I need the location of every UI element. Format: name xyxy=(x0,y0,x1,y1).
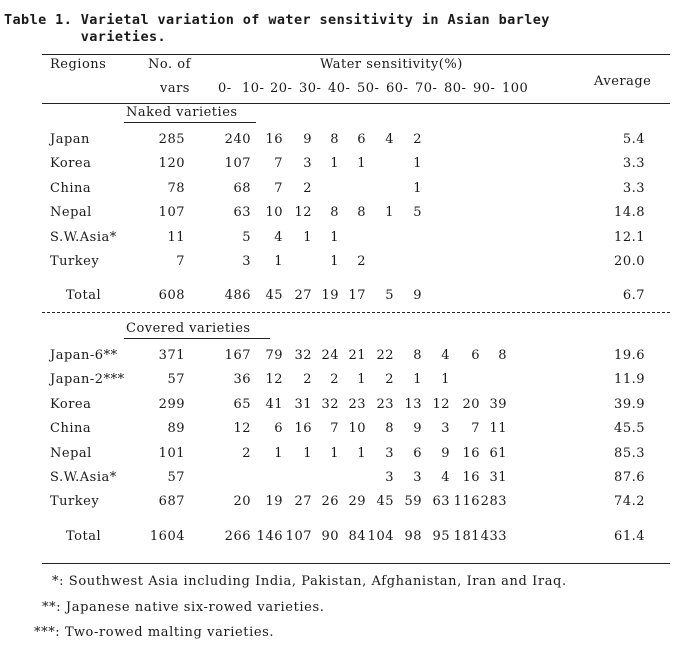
bin-value: 107 xyxy=(285,528,312,544)
region-name: Turkey xyxy=(50,494,100,510)
bin-value: 32 xyxy=(294,348,312,363)
bin-value: 8 xyxy=(357,205,366,221)
header-water-sensitivity: Water sensitivity(%) xyxy=(320,57,463,72)
nvars-value: 107 xyxy=(158,205,185,221)
bin-value: 1 xyxy=(303,229,312,245)
bin-value: 2 xyxy=(303,180,312,196)
header-bin: 30- xyxy=(299,81,322,96)
bin-value: 1 xyxy=(357,156,366,172)
average-value: 14.8 xyxy=(614,205,645,221)
average-value: 85.3 xyxy=(614,445,645,461)
bin-value: 23 xyxy=(348,396,366,412)
bin-value: 24 xyxy=(321,348,339,363)
bin-value: 9 xyxy=(413,421,422,437)
bin-value: 63 xyxy=(432,494,450,510)
bin-value: 1 xyxy=(274,254,283,269)
bin-value: 1 xyxy=(413,156,422,172)
section-divider xyxy=(42,312,670,313)
bin-value: 4 xyxy=(441,348,450,363)
bin-value: 65 xyxy=(233,396,251,412)
nvars-value: 101 xyxy=(158,445,185,461)
footnote-japan-6: **: Japanese native six-rowed varieties. xyxy=(42,600,325,615)
bin-value: 167 xyxy=(224,348,251,363)
bin-value: 7 xyxy=(274,156,283,172)
bin-value: 5 xyxy=(385,288,394,304)
section-title-underline xyxy=(124,338,270,339)
bin-value: 26 xyxy=(321,494,339,510)
bin-value: 31 xyxy=(489,470,507,485)
average-value: 12.1 xyxy=(614,229,645,245)
nvars-value: 89 xyxy=(167,421,185,437)
total-label: Total xyxy=(66,288,102,304)
bin-value: 1 xyxy=(413,372,422,388)
bin-value: 8 xyxy=(498,348,507,363)
water-sensitivity-table xyxy=(42,50,670,566)
bin-value: 19 xyxy=(321,288,339,304)
bin-value: 39 xyxy=(489,396,507,412)
region-name: S.W.Asia* xyxy=(50,229,117,245)
bin-value: 266 xyxy=(224,528,251,544)
average-value: 5.4 xyxy=(622,132,645,147)
bin-value: 6 xyxy=(413,445,422,461)
bin-value: 1 xyxy=(441,372,450,388)
bin-value: 1 xyxy=(413,180,422,196)
bin-value: 22 xyxy=(376,348,394,363)
bin-value: 19 xyxy=(265,494,283,510)
bin-value: 1 xyxy=(274,445,283,461)
region-name: Japan-6** xyxy=(50,348,118,363)
total-label: Total xyxy=(66,528,102,544)
bin-value: 1 xyxy=(357,372,366,388)
bin-value: 12 xyxy=(294,205,312,221)
bin-value: 16 xyxy=(462,445,480,461)
bin-value: 8 xyxy=(413,348,422,363)
bin-value: 104 xyxy=(367,528,394,544)
bin-value: 3 xyxy=(242,254,251,269)
bin-value: 27 xyxy=(294,288,312,304)
average-value: 11.9 xyxy=(614,372,645,388)
average-value: 45.5 xyxy=(614,421,645,437)
bin-value: 1 xyxy=(385,205,394,221)
nvars-value: 608 xyxy=(158,288,185,304)
bin-value: 41 xyxy=(265,396,283,412)
bin-value: 68 xyxy=(233,180,251,196)
bin-value: 9 xyxy=(441,445,450,461)
average-value: 20.0 xyxy=(614,254,645,269)
bin-value: 4 xyxy=(274,229,283,245)
caption-line-2: varieties. xyxy=(4,29,167,45)
bin-value: 9 xyxy=(413,288,422,304)
bin-value: 107 xyxy=(224,156,251,172)
bin-value: 181 xyxy=(453,528,480,544)
bin-value: 486 xyxy=(224,288,251,304)
header-bin: 60- xyxy=(386,81,409,96)
bin-value: 98 xyxy=(404,528,422,544)
bin-value: 3 xyxy=(303,156,312,172)
bin-value: 36 xyxy=(233,372,251,388)
bin-value: 6 xyxy=(471,348,480,363)
bin-value: 5 xyxy=(413,205,422,221)
bin-value: 9 xyxy=(303,132,312,147)
section-title: Covered varieties xyxy=(126,321,251,336)
bin-value: 1 xyxy=(330,445,339,461)
bin-value: 3 xyxy=(413,470,422,485)
bin-value: 16 xyxy=(265,132,283,147)
bin-value: 10 xyxy=(265,205,283,221)
bin-value: 6 xyxy=(274,421,283,437)
bin-value: 2 xyxy=(242,445,251,461)
bin-value: 116 xyxy=(453,494,480,510)
bin-value: 20 xyxy=(462,396,480,412)
nvars-value: 371 xyxy=(158,348,185,363)
average-value: 6.7 xyxy=(622,288,645,304)
bin-value: 4 xyxy=(441,470,450,485)
region-name: Nepal xyxy=(50,205,92,221)
footnote-japan-2: ***: Two-rowed malting varieties. xyxy=(34,625,275,640)
bin-value: 2 xyxy=(385,372,394,388)
average-value: 19.6 xyxy=(614,348,645,363)
bin-value: 2 xyxy=(413,132,422,147)
header-bin: 40- xyxy=(328,81,351,96)
header-bin: 20- xyxy=(270,81,293,96)
bin-value: 4 xyxy=(385,132,394,147)
bin-value: 146 xyxy=(256,528,283,544)
nvars-value: 57 xyxy=(167,470,185,485)
bin-value: 16 xyxy=(294,421,312,437)
nvars-value: 7 xyxy=(176,254,185,269)
bin-value: 1 xyxy=(303,445,312,461)
bin-value: 7 xyxy=(330,421,339,437)
bin-value: 45 xyxy=(265,288,283,304)
bin-value: 27 xyxy=(294,494,312,510)
caption-line-1: Table 1. Varietal variation of water sensitivity in Asian barley xyxy=(4,12,550,28)
region-name: Japan-2*** xyxy=(50,372,125,388)
bin-value: 3 xyxy=(441,421,450,437)
header-regions: Regions xyxy=(50,57,107,72)
region-name: Korea xyxy=(50,396,92,412)
bin-value: 29 xyxy=(348,494,366,510)
header-nvars-bottom: vars xyxy=(160,81,190,96)
header-bin: 0- xyxy=(218,81,232,96)
bin-value: 7 xyxy=(274,180,283,196)
header-bin: 80- xyxy=(444,81,467,96)
header-bin: 50- xyxy=(357,81,380,96)
footnote-sw-asia: *: Southwest Asia including India, Pakistan, Afghanistan, Iran and Iraq. xyxy=(52,574,567,589)
region-name: Turkey xyxy=(50,254,100,269)
nvars-value: 1604 xyxy=(149,528,185,544)
average-value: 39.9 xyxy=(614,396,645,412)
nvars-value: 11 xyxy=(167,229,185,245)
header-nvars-top: No. of xyxy=(148,57,191,72)
bin-value: 23 xyxy=(376,396,394,412)
bin-value: 3 xyxy=(385,445,394,461)
bin-value: 2 xyxy=(330,372,339,388)
bin-value: 8 xyxy=(385,421,394,437)
nvars-value: 299 xyxy=(158,396,185,412)
bin-value: 79 xyxy=(265,348,283,363)
bin-value: 12 xyxy=(432,396,450,412)
nvars-value: 285 xyxy=(158,132,185,147)
region-name: Korea xyxy=(50,156,92,172)
bin-value: 90 xyxy=(321,528,339,544)
header-bin: 10- xyxy=(242,81,265,96)
bin-value: 45 xyxy=(376,494,394,510)
bin-value: 240 xyxy=(224,132,251,147)
bin-value: 5 xyxy=(242,229,251,245)
average-value: 3.3 xyxy=(622,180,645,196)
bin-value: 1 xyxy=(330,254,339,269)
bin-value: 12 xyxy=(265,372,283,388)
bin-value: 283 xyxy=(480,494,507,510)
bin-value: 21 xyxy=(348,348,366,363)
average-value: 61.4 xyxy=(614,528,645,544)
bin-value: 20 xyxy=(233,494,251,510)
header-rule xyxy=(42,103,670,104)
bin-value: 95 xyxy=(432,528,450,544)
bin-value: 2 xyxy=(357,254,366,269)
bin-value: 31 xyxy=(294,396,312,412)
header-bin: 100 xyxy=(502,81,529,96)
bin-value: 433 xyxy=(480,528,507,544)
average-value: 3.3 xyxy=(622,156,645,172)
nvars-value: 57 xyxy=(167,372,185,388)
bin-value: 8 xyxy=(330,132,339,147)
bin-value: 11 xyxy=(489,421,507,437)
bin-value: 7 xyxy=(471,421,480,437)
section-title-underline xyxy=(124,122,256,123)
bin-value: 16 xyxy=(462,470,480,485)
region-name: China xyxy=(50,421,92,437)
header-bin: 90- xyxy=(473,81,496,96)
nvars-value: 120 xyxy=(158,156,185,172)
average-value: 87.6 xyxy=(614,470,645,485)
bottom-rule xyxy=(42,563,670,564)
bin-value: 12 xyxy=(233,421,251,437)
nvars-value: 78 xyxy=(167,180,185,196)
top-rule xyxy=(42,54,670,55)
bin-value: 17 xyxy=(348,288,366,304)
bin-value: 63 xyxy=(233,205,251,221)
bin-value: 1 xyxy=(357,445,366,461)
bin-value: 1 xyxy=(330,229,339,245)
bin-value: 3 xyxy=(385,470,394,485)
bin-value: 2 xyxy=(303,372,312,388)
header-bin: 70- xyxy=(415,81,438,96)
bin-value: 32 xyxy=(321,396,339,412)
region-name: Japan xyxy=(50,132,90,147)
region-name: China xyxy=(50,180,92,196)
bin-value: 13 xyxy=(404,396,422,412)
region-name: S.W.Asia* xyxy=(50,470,117,485)
region-name: Nepal xyxy=(50,445,92,461)
bin-value: 1 xyxy=(330,156,339,172)
bin-value: 84 xyxy=(348,528,366,544)
section-title: Naked varieties xyxy=(126,105,238,120)
bin-value: 10 xyxy=(348,421,366,437)
average-value: 74.2 xyxy=(614,494,645,510)
bin-value: 6 xyxy=(357,132,366,147)
table-caption xyxy=(4,12,676,46)
bin-value: 8 xyxy=(330,205,339,221)
header-average: Average xyxy=(594,74,652,89)
bin-value: 59 xyxy=(404,494,422,510)
bin-value: 61 xyxy=(489,445,507,461)
nvars-value: 687 xyxy=(158,494,185,510)
